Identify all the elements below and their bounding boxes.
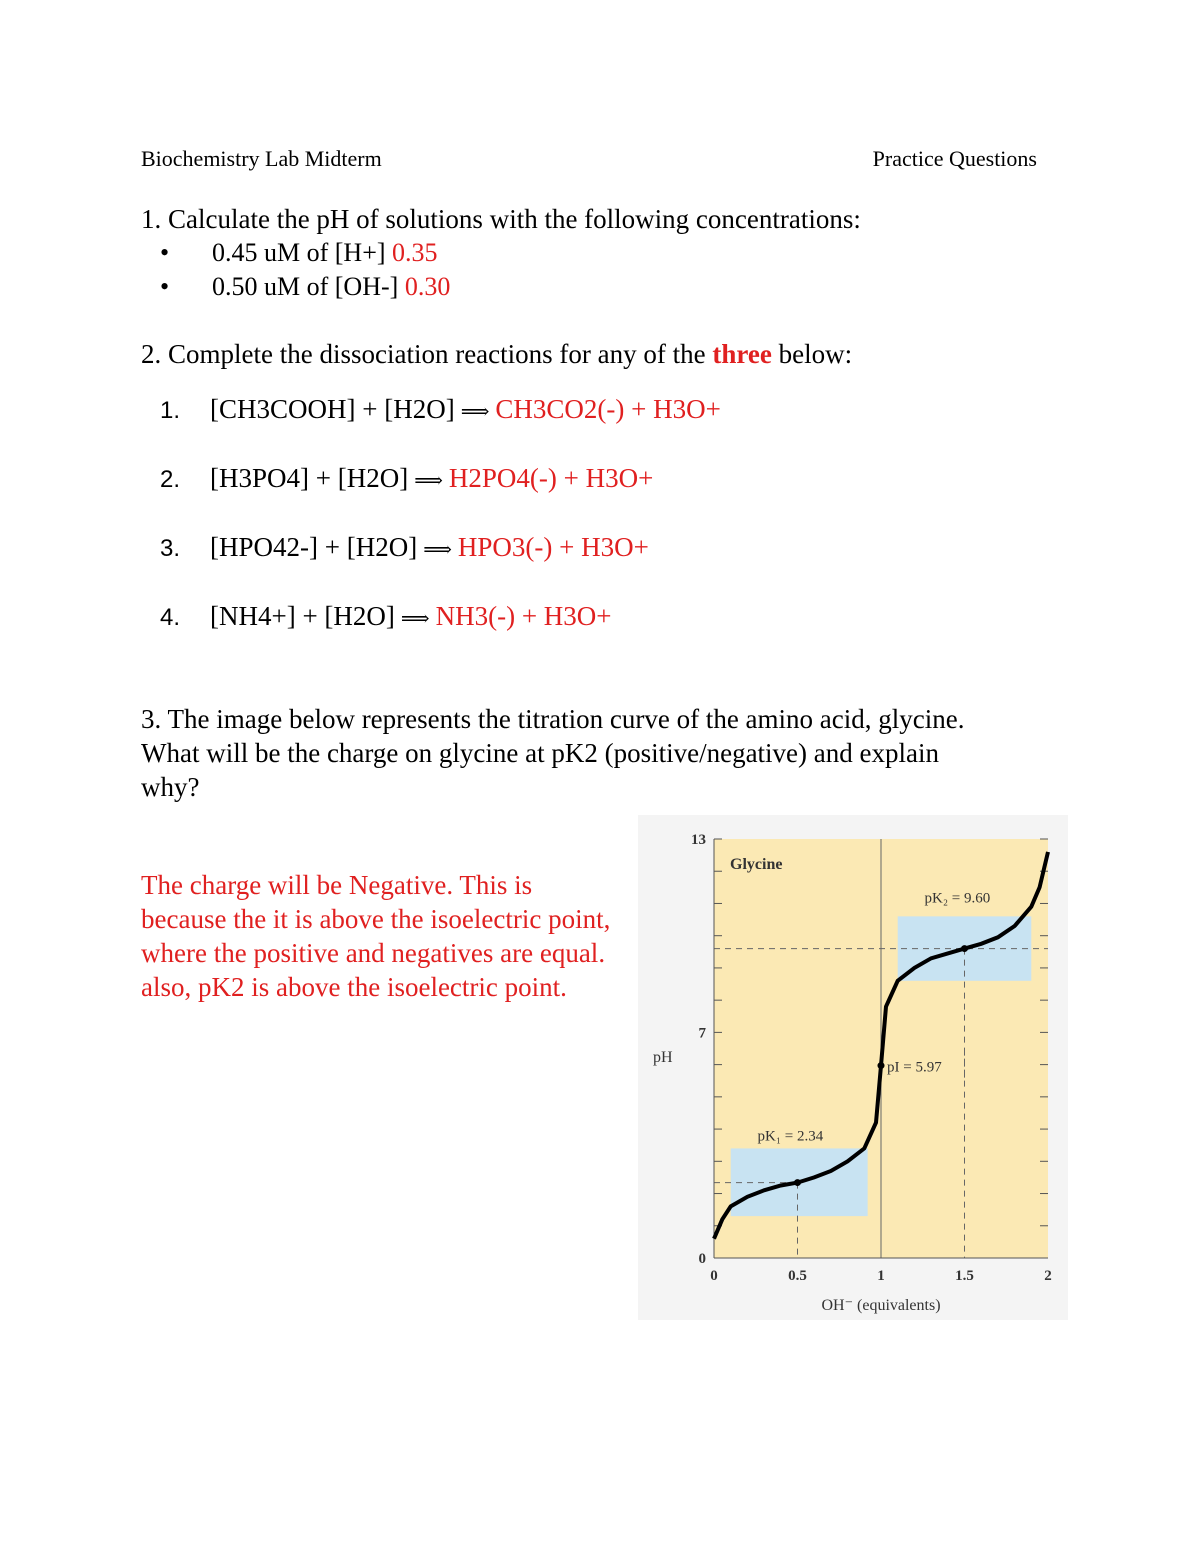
- q1-item-answer: 0.35: [392, 238, 438, 267]
- titration-chart: [638, 815, 1068, 1320]
- q1-item-2: [160, 272, 450, 302]
- question-3-line-2: What will be the charge on glycine at pK2 (positive/negative) and explain: [141, 738, 939, 768]
- reaction-products: NH3(-) + H3O+: [435, 601, 612, 631]
- x-tick-label: 0: [710, 1268, 718, 1284]
- bullet: •: [160, 272, 170, 301]
- reaction-reactants: [NH4+] + [H2O]: [210, 601, 395, 631]
- reaction-1: [160, 394, 721, 425]
- y-axis-label: pH: [653, 1049, 673, 1066]
- q3-answer: The charge will be Negative. This is because the it is above the isoelectric point, where the positive and negatives are equal. also, pK2 is above the isoelectric point.: [141, 870, 611, 1002]
- q2-prompt-after: below:: [778, 339, 853, 369]
- annotation-point: [794, 1179, 801, 1186]
- equilibrium-arrow-icon: ⟹: [400, 608, 430, 630]
- x-tick-label: 1: [877, 1268, 885, 1284]
- q1-item-1: [160, 238, 438, 268]
- q2-prompt-emphasis: three: [712, 339, 772, 369]
- q1-item-text: 0.50 uM of [OH-]: [212, 272, 399, 301]
- question-3-line-1: 3. The image below represents the titration curve of the amino acid, glycine.: [141, 704, 965, 734]
- question-1-prompt: 1. Calculate the pH of solutions with the following concentrations:: [141, 204, 861, 234]
- question-3-line-3: why?: [141, 772, 200, 802]
- reaction-number: 3.: [160, 535, 181, 562]
- y-tick-label: 13: [691, 832, 706, 848]
- question-2-prompt: [141, 337, 852, 371]
- x-axis-label: OH⁻ (equivalents): [821, 1297, 941, 1314]
- annotation-label: pK₁ = 2.34: [757, 1128, 824, 1145]
- doc-subtitle: Practice Questions: [872, 146, 1037, 171]
- reaction-reactants: [CH3COOH] + [H2O]: [210, 394, 455, 424]
- reaction-2: [160, 463, 653, 494]
- x-tick-label: 0.5: [788, 1268, 807, 1284]
- annotation-label: pI = 5.97: [887, 1059, 942, 1076]
- x-tick-label: 2: [1044, 1268, 1052, 1284]
- reaction-reactants: [HPO42-] + [H2O]: [210, 532, 418, 562]
- q1-item-text: 0.45 uM of [H+]: [212, 238, 386, 267]
- q1-item-answer: 0.30: [404, 272, 451, 301]
- reaction-number: 4.: [160, 604, 181, 631]
- equilibrium-arrow-icon: ⟹: [423, 539, 452, 561]
- reaction-number: 1.: [160, 397, 181, 424]
- reaction-4: [160, 601, 612, 632]
- equilibrium-arrow-icon: ⟹: [414, 470, 443, 492]
- equilibrium-arrow-icon: ⟹: [460, 401, 490, 423]
- y-tick-label: 0: [698, 1251, 706, 1267]
- reaction-reactants: [H3PO4] + [H2O]: [210, 463, 409, 493]
- annotation-point: [878, 1062, 885, 1069]
- y-tick-label: 7: [698, 1025, 706, 1042]
- reaction-number: 2.: [160, 466, 181, 493]
- doc-title: Biochemistry Lab Midterm: [141, 146, 382, 171]
- q2-prompt-before: 2. Complete the dissociation reactions for any of the: [141, 339, 706, 369]
- x-tick-label: 1.5: [955, 1268, 974, 1284]
- reaction-products: H2PO4(-) + H3O+: [448, 463, 654, 493]
- chart-title: Glycine: [730, 856, 783, 873]
- annotation-label: pK₂ = 9.60: [924, 890, 991, 907]
- reaction-products: CH3CO2(-) + H3O+: [495, 394, 721, 424]
- reaction-products: HPO3(-) + H3O+: [457, 532, 649, 562]
- annotation-point: [961, 945, 968, 952]
- bullet: •: [160, 238, 170, 267]
- reaction-3: [160, 532, 649, 563]
